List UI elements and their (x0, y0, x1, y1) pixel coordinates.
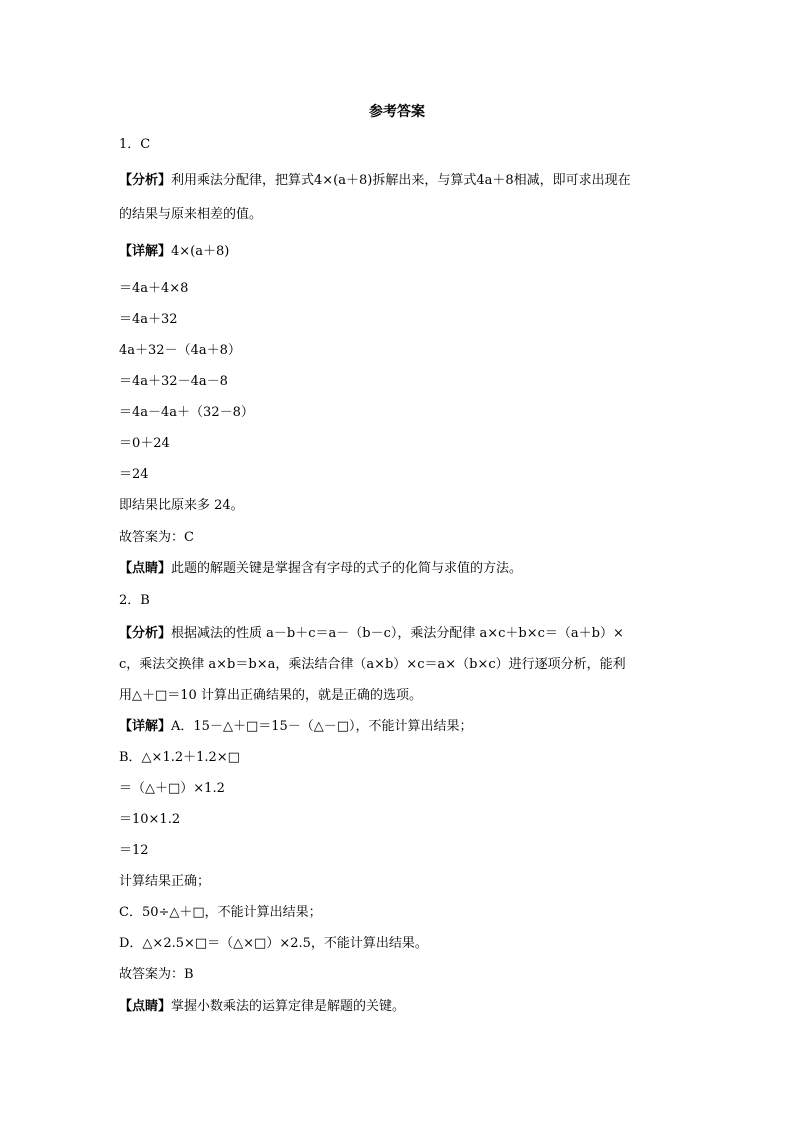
q1-step: ＝4a＋32－4a－8 (119, 374, 228, 389)
q2-step: B．△×1.2＋1.2×□ (119, 750, 240, 765)
q2-step: ＝（△＋□）×1.2 (119, 781, 225, 796)
q2-step: 计算结果正确； (119, 874, 211, 889)
q2-detail-tag: 【详解】 (119, 719, 172, 734)
q2-answer: 故答案为：B (119, 967, 194, 982)
q1-step: ＝0＋24 (119, 436, 170, 451)
q2-analysis (119, 623, 679, 645)
q1-step: ＝24 (119, 467, 149, 482)
q1-comment-tag: 【点睛】 (119, 561, 172, 576)
q2-number: 2．B (119, 593, 150, 608)
q1-step: 4a＋32－（4a＋8） (119, 343, 241, 358)
q1-comment-text: 此题的解题关键是掌握含有字母的式子的化简与求值的方法。 (171, 561, 523, 576)
q2-analysis-line3: 用△＋□＝10 计算出正确结果的，就是正确的选项。 (119, 688, 422, 703)
q2-detail (119, 716, 679, 738)
q1-analysis-line2: 的结果与原来相差的值。 (119, 207, 263, 222)
q1-conclusion: 即结果比原来多 24。 (119, 498, 244, 513)
q1-step: ＝4a＋32 (119, 312, 178, 327)
q1-comment (119, 558, 679, 580)
page-title: 参考答案 (369, 104, 425, 120)
q1-detail (119, 241, 679, 263)
q1-analysis-line1: 利用乘法分配律，把算式4×(a＋8)拆解出来，与算式4a＋8相减，即可求出现在 (171, 173, 631, 188)
q1-analysis-tag: 【分析】 (119, 173, 172, 188)
q2-option-c: C．50÷△＋□，不能计算出结果； (119, 905, 322, 920)
q2-comment-tag: 【点睛】 (119, 999, 172, 1014)
q1-answer: 故答案为：C (119, 530, 194, 545)
q1-step: ＝4a－4a＋（32－8） (119, 405, 254, 420)
q2-step: ＝12 (119, 843, 149, 858)
q1-detail-first: 4×(a＋8) (171, 244, 230, 259)
q2-option-d: D．△×2.5×□＝（△×□）×2.5，不能计算出结果。 (119, 936, 428, 951)
q2-analysis-tag: 【分析】 (119, 626, 172, 641)
q2-comment (119, 996, 679, 1018)
q1-detail-tag: 【详解】 (119, 244, 172, 259)
q1-number: 1．C (119, 137, 151, 152)
q1-step: ＝4a＋4×8 (119, 281, 189, 296)
q1-analysis (119, 170, 679, 192)
q2-analysis-line1: 根据减法的性质 a－b＋c＝a－（b－c），乘法分配律 a×c＋b×c＝（a＋b）× (171, 626, 624, 641)
q2-detail-first: A．15－△＋□＝15－（△－□），不能计算出结果； (171, 719, 473, 734)
q2-analysis-line2: c，乘法交换律 a×b＝b×a，乘法结合律（a×b）×c＝a×（b×c）进行逐项分析，能利 (119, 657, 626, 672)
q2-step: ＝10×1.2 (119, 812, 181, 827)
q2-comment-text: 掌握小数乘法的运算定律是解题的关键。 (171, 999, 406, 1014)
